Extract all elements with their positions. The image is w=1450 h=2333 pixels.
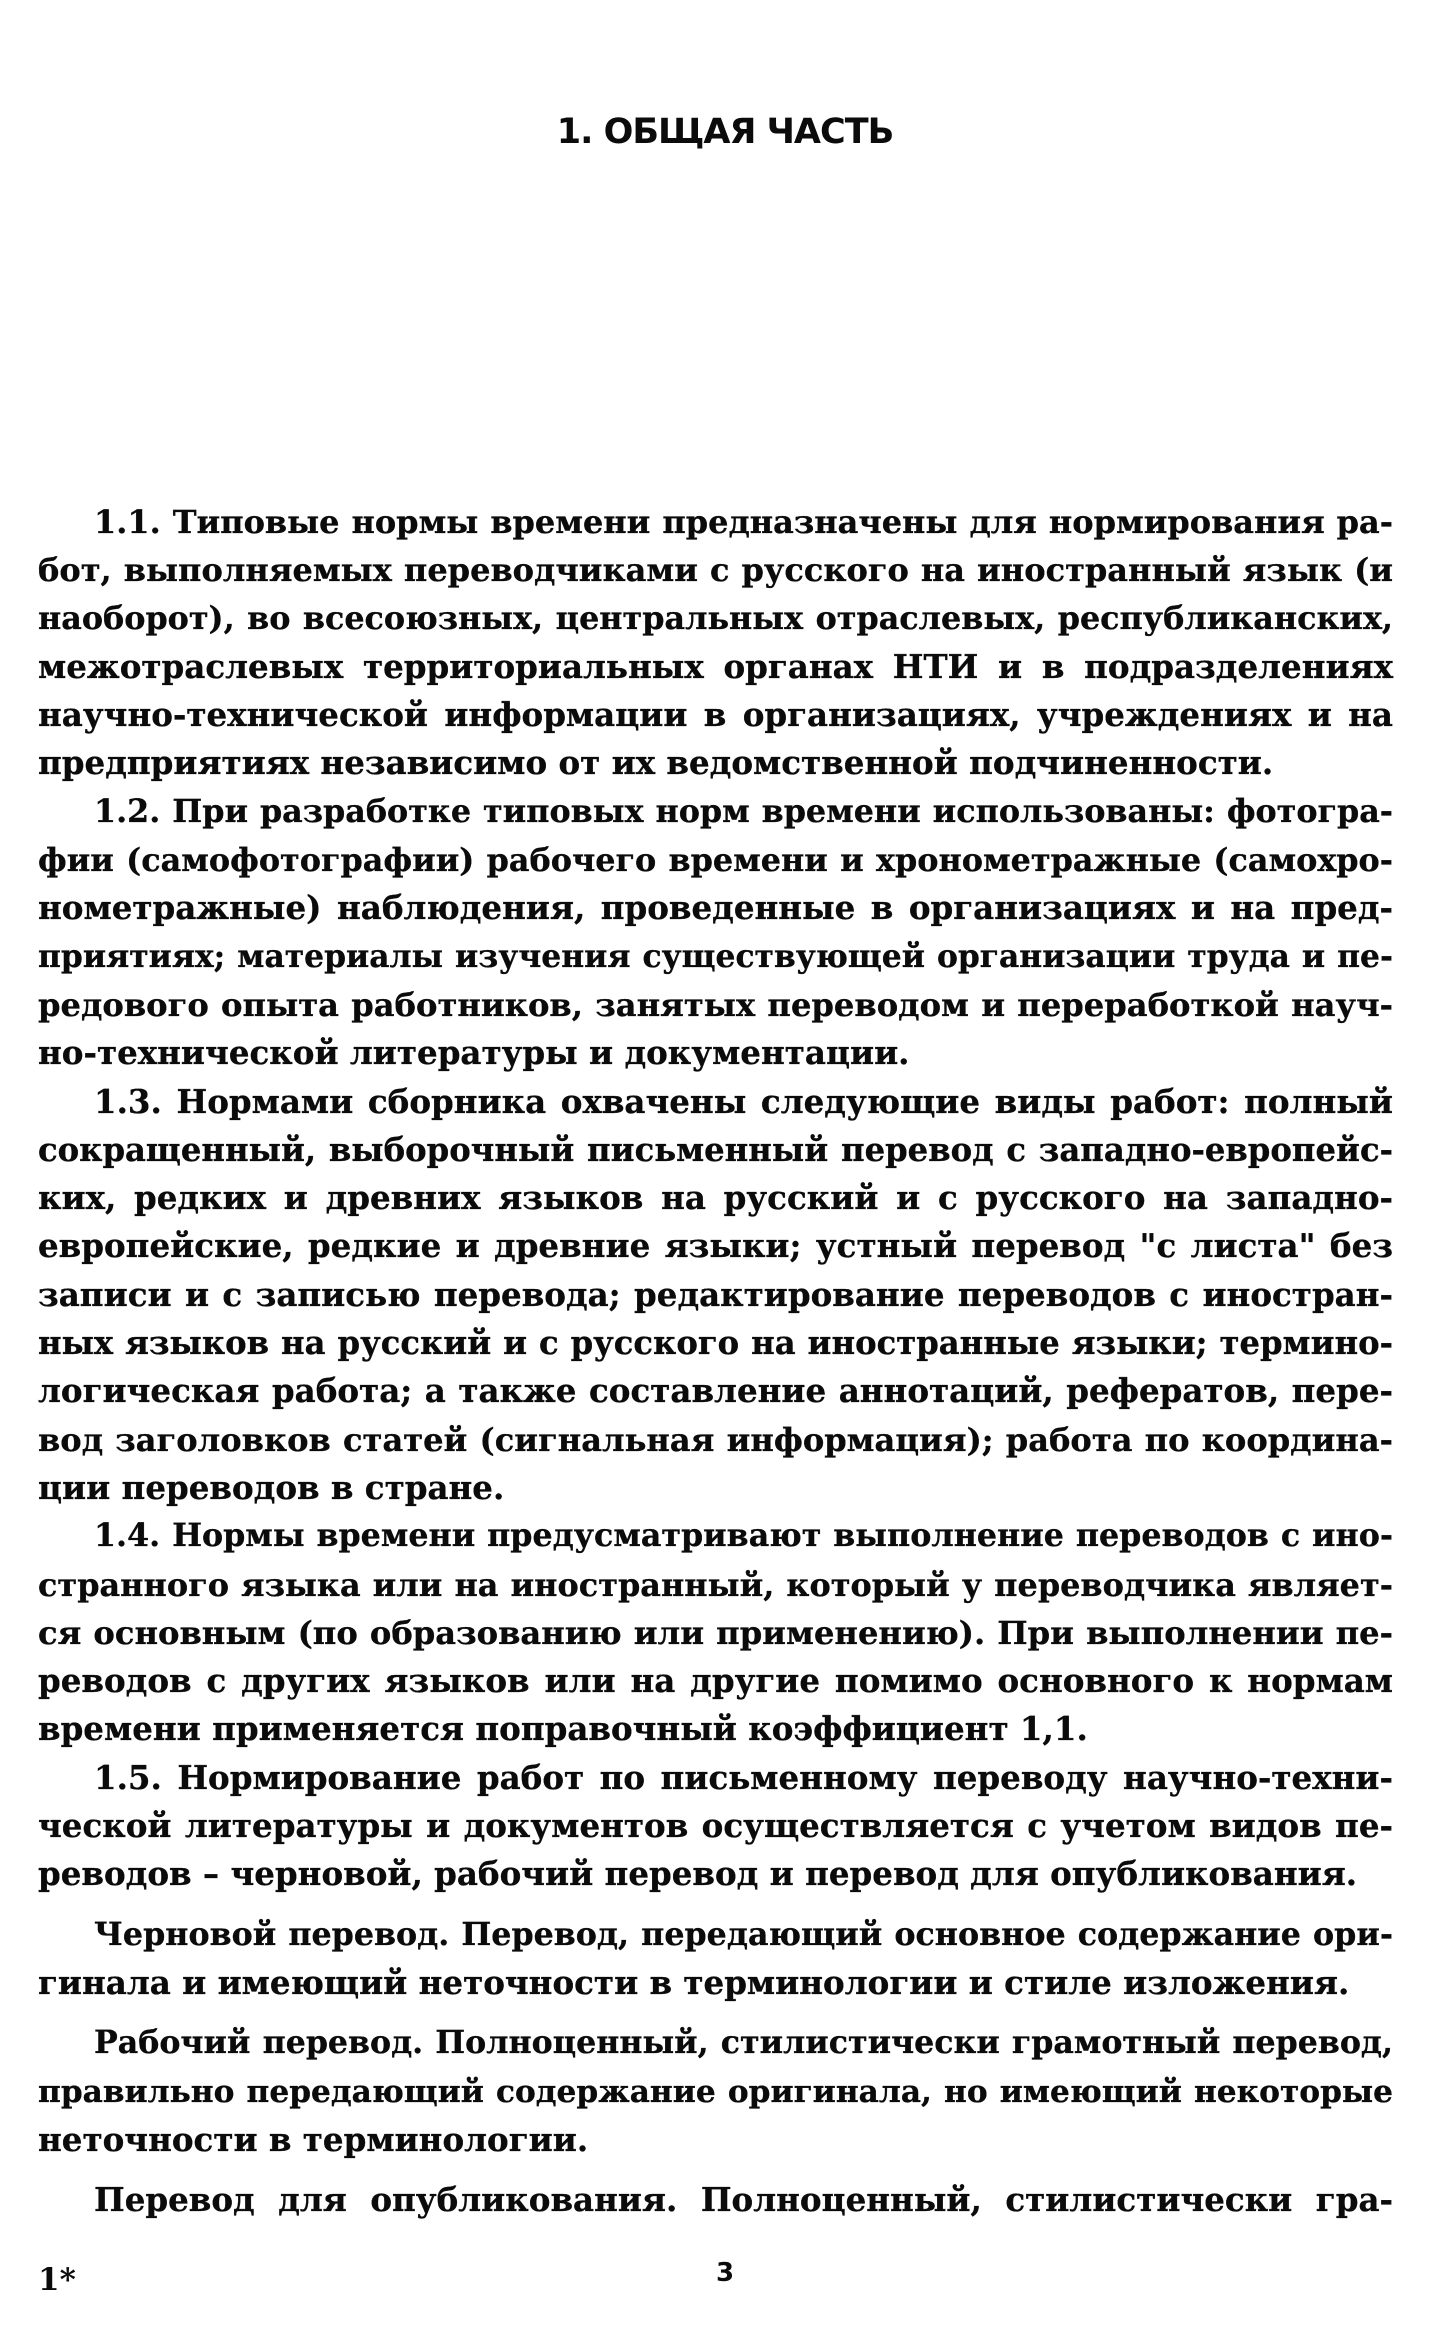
text-fragment: Полноценный, стилистически грамотный перевод, (423, 2024, 1393, 2062)
text-line: 1.4. Нормы времени предусматривают выполнение переводов с ино- (94, 1517, 1393, 1555)
signature-mark: 1* (38, 2262, 76, 2298)
definition-publication (38, 2176, 1393, 2224)
text-line: 1.3. Нормами сборника охвачены следующие виды работ: полный (94, 1081, 1393, 1121)
text-line: нометражные) наблюдения, проведенные в организациях и на пред- (38, 888, 1393, 928)
text-line: ных языков на русский и с русского на иностранные языки; термино- (38, 1324, 1393, 1363)
paragraph-1-1 (38, 498, 1393, 788)
paragraph-1-5 (38, 1754, 1393, 1899)
text-line: 1.1. Типовые нормы времени предназначены для нормирования ра- (94, 503, 1393, 541)
definition-working (38, 2019, 1393, 2164)
text-line: странного языка или на иностранный, который у переводчика являет- (38, 1565, 1393, 1604)
text-line: неточности в терминологии. (38, 2119, 589, 2159)
text-line: сокращенный, выборочный письменный перевод с западно-европейс- (38, 1130, 1393, 1169)
text-line: 1.2. При разработке типовых норм времени использованы: фотогра- (94, 792, 1393, 830)
text-fragment: Полноценный, стилистически гра- (677, 2180, 1393, 2220)
text-line: европейские, редкие и древние языки; устный перевод "с листа" без (38, 1226, 1393, 1266)
text-line: предприятиях независимо от их ведомственной подчиненности. (38, 743, 1274, 783)
paragraph-1-2 (38, 788, 1393, 1078)
text-line: бот, выполняемых переводчиками с русского на иностранный язык (и (38, 551, 1393, 590)
text-line: ся основным (по образованию или применению). При выполнении пе- (38, 1613, 1393, 1652)
body-text (38, 498, 1393, 2224)
paragraph-1-4 (38, 1512, 1393, 1753)
text-line: межотраслевых территориальных органах НТИ и в подразделениях (38, 646, 1393, 686)
text-line: ких, редких и древних языков на русский и с русского на западно- (38, 1178, 1393, 1218)
term-label: Черновой перевод. (94, 1915, 450, 1953)
text-line: вод заголовков статей (сигнальная информация); работа по координа- (38, 1420, 1393, 1459)
text-line: ции переводов в стране. (38, 1467, 505, 1507)
term-label: Перевод для опубликования. (94, 2180, 678, 2220)
text-line: научно-технической информации в организациях, учреждениях и на (38, 695, 1393, 735)
text-line: 1.5. Нормирование работ по письменному переводу научно-техни- (94, 1757, 1393, 1797)
text-line: редового опыта работников, занятых переводом и переработкой науч- (38, 985, 1393, 1024)
text-line: реводов с других языков или на другие помимо основного к нормам (38, 1661, 1393, 1701)
section-heading: 1. ОБЩАЯ ЧАСТЬ (556, 112, 894, 152)
definition-draft (38, 1911, 1393, 2008)
text-line: наоборот), во всесоюзных, центральных отраслевых, республиканских, (38, 599, 1393, 637)
term-label: Рабочий перевод. (94, 2024, 424, 2062)
text-line: логическая работа; а также составление аннотаций, рефератов, пере- (38, 1371, 1393, 1411)
text-line: реводов – черновой, рабочий перевод и перевод для опубликования. (38, 1854, 1358, 1894)
text-line: гинала и имеющий неточности в терминологии и стиле изложения. (38, 1962, 1350, 2002)
text-fragment: Перевод, передающий основное содержание ори- (449, 1915, 1393, 1953)
paragraph-1-3 (38, 1078, 1393, 1513)
text-line (38, 2019, 1393, 2067)
text-line (38, 1911, 1393, 1959)
text-line: записи и с записью перевода; редактирование переводов с иностран- (38, 1274, 1393, 1314)
text-line: ческой литературы и документов осуществляется с учетом видов пе- (38, 1806, 1393, 1846)
text-line: но-технической литературы и документации. (38, 1033, 910, 1073)
page-number: 3 (715, 2258, 735, 2288)
text-line: фии (самофотографии) рабочего времени и хронометражные (самохро- (38, 841, 1393, 880)
text-line: времени применяется поправочный коэффициент 1,1. (38, 1709, 1088, 1749)
text-line (38, 2176, 1393, 2224)
text-line: правильно передающий содержание оригинала, но имеющий некоторые (38, 2073, 1393, 2110)
text-line: приятиях; материалы изучения существующей организации труда и пе- (38, 938, 1393, 975)
